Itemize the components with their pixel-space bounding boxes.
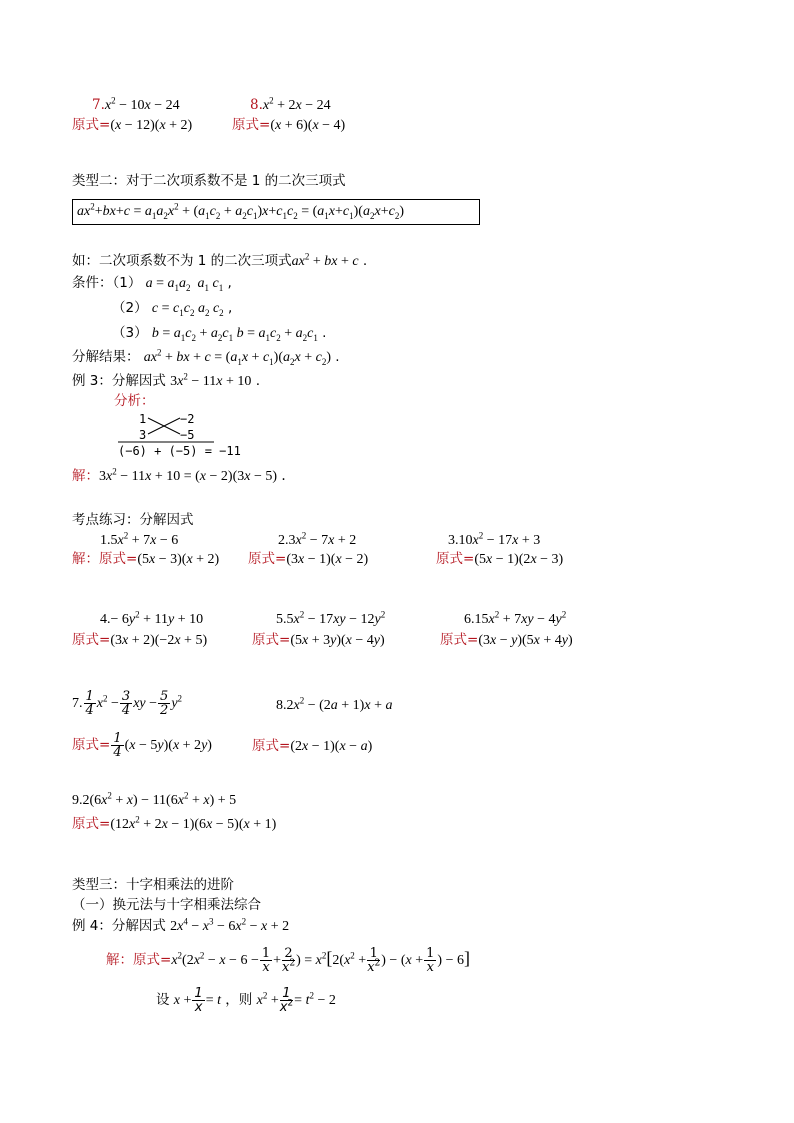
frac-5-2: $\frac{5}{2}$ — [160, 689, 169, 718]
cross-lines — [118, 412, 218, 444]
practice-4: $4.- 6y^2 + 11y + 10$ — [100, 609, 204, 627]
practice-answer-7: 原式= $\frac{1}{4}$ (x − 5y)(x + 2y) — [72, 731, 212, 760]
solution-label: 解： — [72, 468, 99, 484]
practice-answer-5: 原式=(5x + 3y)(x − 4y) — [252, 632, 385, 648]
answer-8-prefix: 原式= — [232, 117, 271, 133]
type2-boxed-formula: $ax^2+bx+c = a_1a_2x^2 + (a_1c_2 + a_2c_1)x+c_1c_2 = (a_1x+c_1)(a_2x+c_2)$ — [72, 199, 480, 225]
cross-bottom-right: −5 — [180, 428, 195, 442]
practice-answer-6: 原式=(3x − y)(5x + 4y) — [440, 632, 573, 648]
practice-1: $1.5x^2 + 7x - 6$ — [100, 530, 179, 548]
problem-8-label: 8. — [250, 97, 263, 113]
problem-8-expr: $x^2 + 2x - 24$ — [262, 95, 331, 113]
condition-1: 条件：（1） $a = a_1a_2$ $a_1$ $c_1$ , — [72, 275, 232, 293]
problem-7-expr: $x^2 - 10x - 24$ — [104, 95, 180, 113]
condition-2: （2） $c = c_1c_2$ $a_2$ $c_2$ , — [112, 300, 233, 318]
practice-answer-9: 原式$=(12x^2 + 2x - 1)(6x - 5)(x + 1)$ — [72, 814, 277, 832]
answer-7-expr: (x − 12)(x + 2) — [110, 118, 193, 133]
cross-top-left: 1 — [139, 412, 147, 426]
frac-3-4: $\frac{3}{4}$ — [121, 689, 131, 718]
practice-answer-1: 解：原式=(5x − 3)(x + 2) — [72, 551, 220, 567]
factor-result: 分解结果： $ax^2$ + bx + $c = (a_1x + c_1)(a_2x + c_2)$ . — [72, 347, 340, 367]
analysis-label: 分析： — [114, 393, 155, 409]
substitution-line: 设 x + $\frac{1}{x}$ = t ，则 $x^2$ + $\frac{1}{x^2}$ = $t^2 - 2$ — [156, 985, 336, 1015]
answer-7 — [72, 116, 192, 135]
practice-5: $5.5x^2 - 17xy - 12y^2$ — [276, 609, 386, 627]
cross-bottom-left: 3 — [139, 428, 147, 442]
practice-2: $2.3x^2 - 7x + 2$ — [278, 530, 357, 548]
practice-answer-8: 原式=(2x − 1)(x − a) — [252, 738, 373, 754]
example-4: 例 4：分解因式 $2x^4 - x^3 - 6x^2 - x + 2$ — [72, 916, 290, 934]
answer-8-expr: (x + 6)(x − 4) — [270, 118, 346, 133]
practice-heading: 考点练习：分解因式 — [72, 512, 194, 528]
practice-8: $8.2x^2 - (2a + 1)x + a$ — [276, 695, 393, 713]
problem-7 — [92, 96, 180, 115]
cross-sum: (−6) + (−5) = −11 — [118, 444, 241, 458]
answer-7-prefix: 原式= — [72, 117, 111, 133]
ex3-answer: (x − 2)(3x − 5) — [195, 469, 278, 484]
problem-7-label: 7. — [92, 97, 105, 113]
practice-6: $6.15x^2 + 7xy - 4y^2$ — [464, 609, 567, 627]
answer-8 — [232, 116, 345, 135]
example-3-solution: 解：$3x^2 - 11x + 10 = (x - 2)(3x - 5)$ . — [72, 466, 286, 484]
practice-answer-2: 原式=(3x − 1)(x − 2) — [248, 551, 369, 567]
type3-subheading: （一）换元法与十字相乘法综合 — [72, 897, 261, 913]
practice-7: 7. $\frac{1}{4}$ $x^2$ − $\frac{3}{4}$ xy − $\frac{5}{2}$ $y^2$ — [72, 689, 183, 718]
practice-answer-3: 原式=(5x − 1)(2x − 3) — [436, 551, 564, 567]
condition-3: （3） $b = a_1c_2 + a_2c_1$ $b = a_1c_2 + a_2c_1$ . — [112, 325, 327, 343]
type2-heading: 类型二：对于二次项系数不是 1 的二次三项式 — [72, 173, 346, 189]
type3-heading: 类型三：十字相乘法的进阶 — [72, 877, 234, 893]
frac-1-4: $\frac{1}{4}$ — [85, 689, 94, 718]
problem-8 — [250, 96, 331, 115]
practice-answer-4: 原式=(3x + 2)(−2x + 5) — [72, 632, 208, 648]
example-4-step1: 解：原式$=x^2(2x^2 - x - 6$ − $\frac{1}{x}$ + $\frac{2}{x^2}$ ) = $x^2[2(x^2$ + $\frac{1}{x^2}$ ) − (x + $\frac{1}{x}$ ) − 6] — [106, 946, 470, 975]
practice-3: $3.10x^2 - 17x + 3$ — [448, 530, 541, 548]
example-3: 例 3：分解因式 $3x^2 - 11x + 10$ . — [72, 371, 260, 389]
cross-top-right: −2 — [180, 412, 195, 426]
type2-example-intro: 如：二次项系数不为 1 的二次三项式$ax^2$ + bx + c . — [72, 251, 368, 269]
practice-9: $9.2(6x^2 + x) - 11(6x^2 + x) + 5$ — [72, 790, 237, 808]
